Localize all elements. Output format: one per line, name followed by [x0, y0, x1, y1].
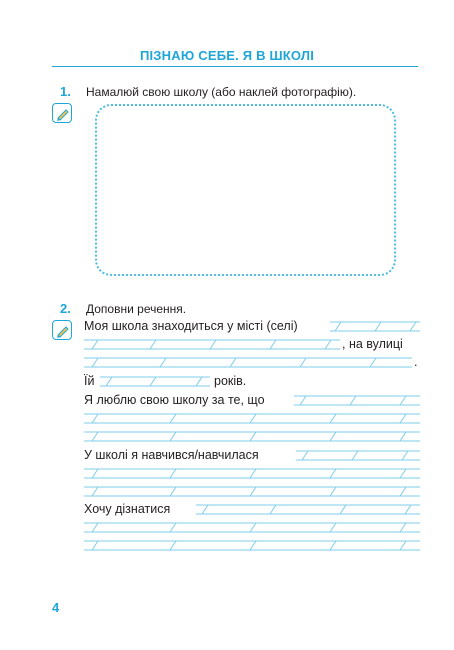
writing-line [84, 322, 420, 550]
sentence-street: , на вулиці [342, 337, 403, 351]
page-number: 4 [52, 600, 60, 615]
sentence-learned: У школі я навчився/навчилася [84, 448, 259, 462]
task-2-text: Доповни речення. [86, 302, 187, 316]
sentence-period: . [414, 355, 418, 369]
task-1-number: 1. [60, 84, 71, 99]
task-1-text: Намалюй свою школу (або наклей фотографію). [86, 85, 357, 99]
sentence-age-prefix: Їй [84, 374, 95, 388]
page-title: ПІЗНАЮ СЕБЕ. Я В ШКОЛІ [139, 48, 315, 63]
sentence-school-location: Моя школа знаходиться у місті (селі) [84, 319, 298, 333]
sentence-want: Хочу дізнатися [84, 502, 171, 516]
task-2-number: 2. [60, 301, 71, 316]
sentence-age-suffix: років. [214, 374, 247, 388]
sentence-love: Я люблю свою школу за те, що [84, 393, 265, 407]
